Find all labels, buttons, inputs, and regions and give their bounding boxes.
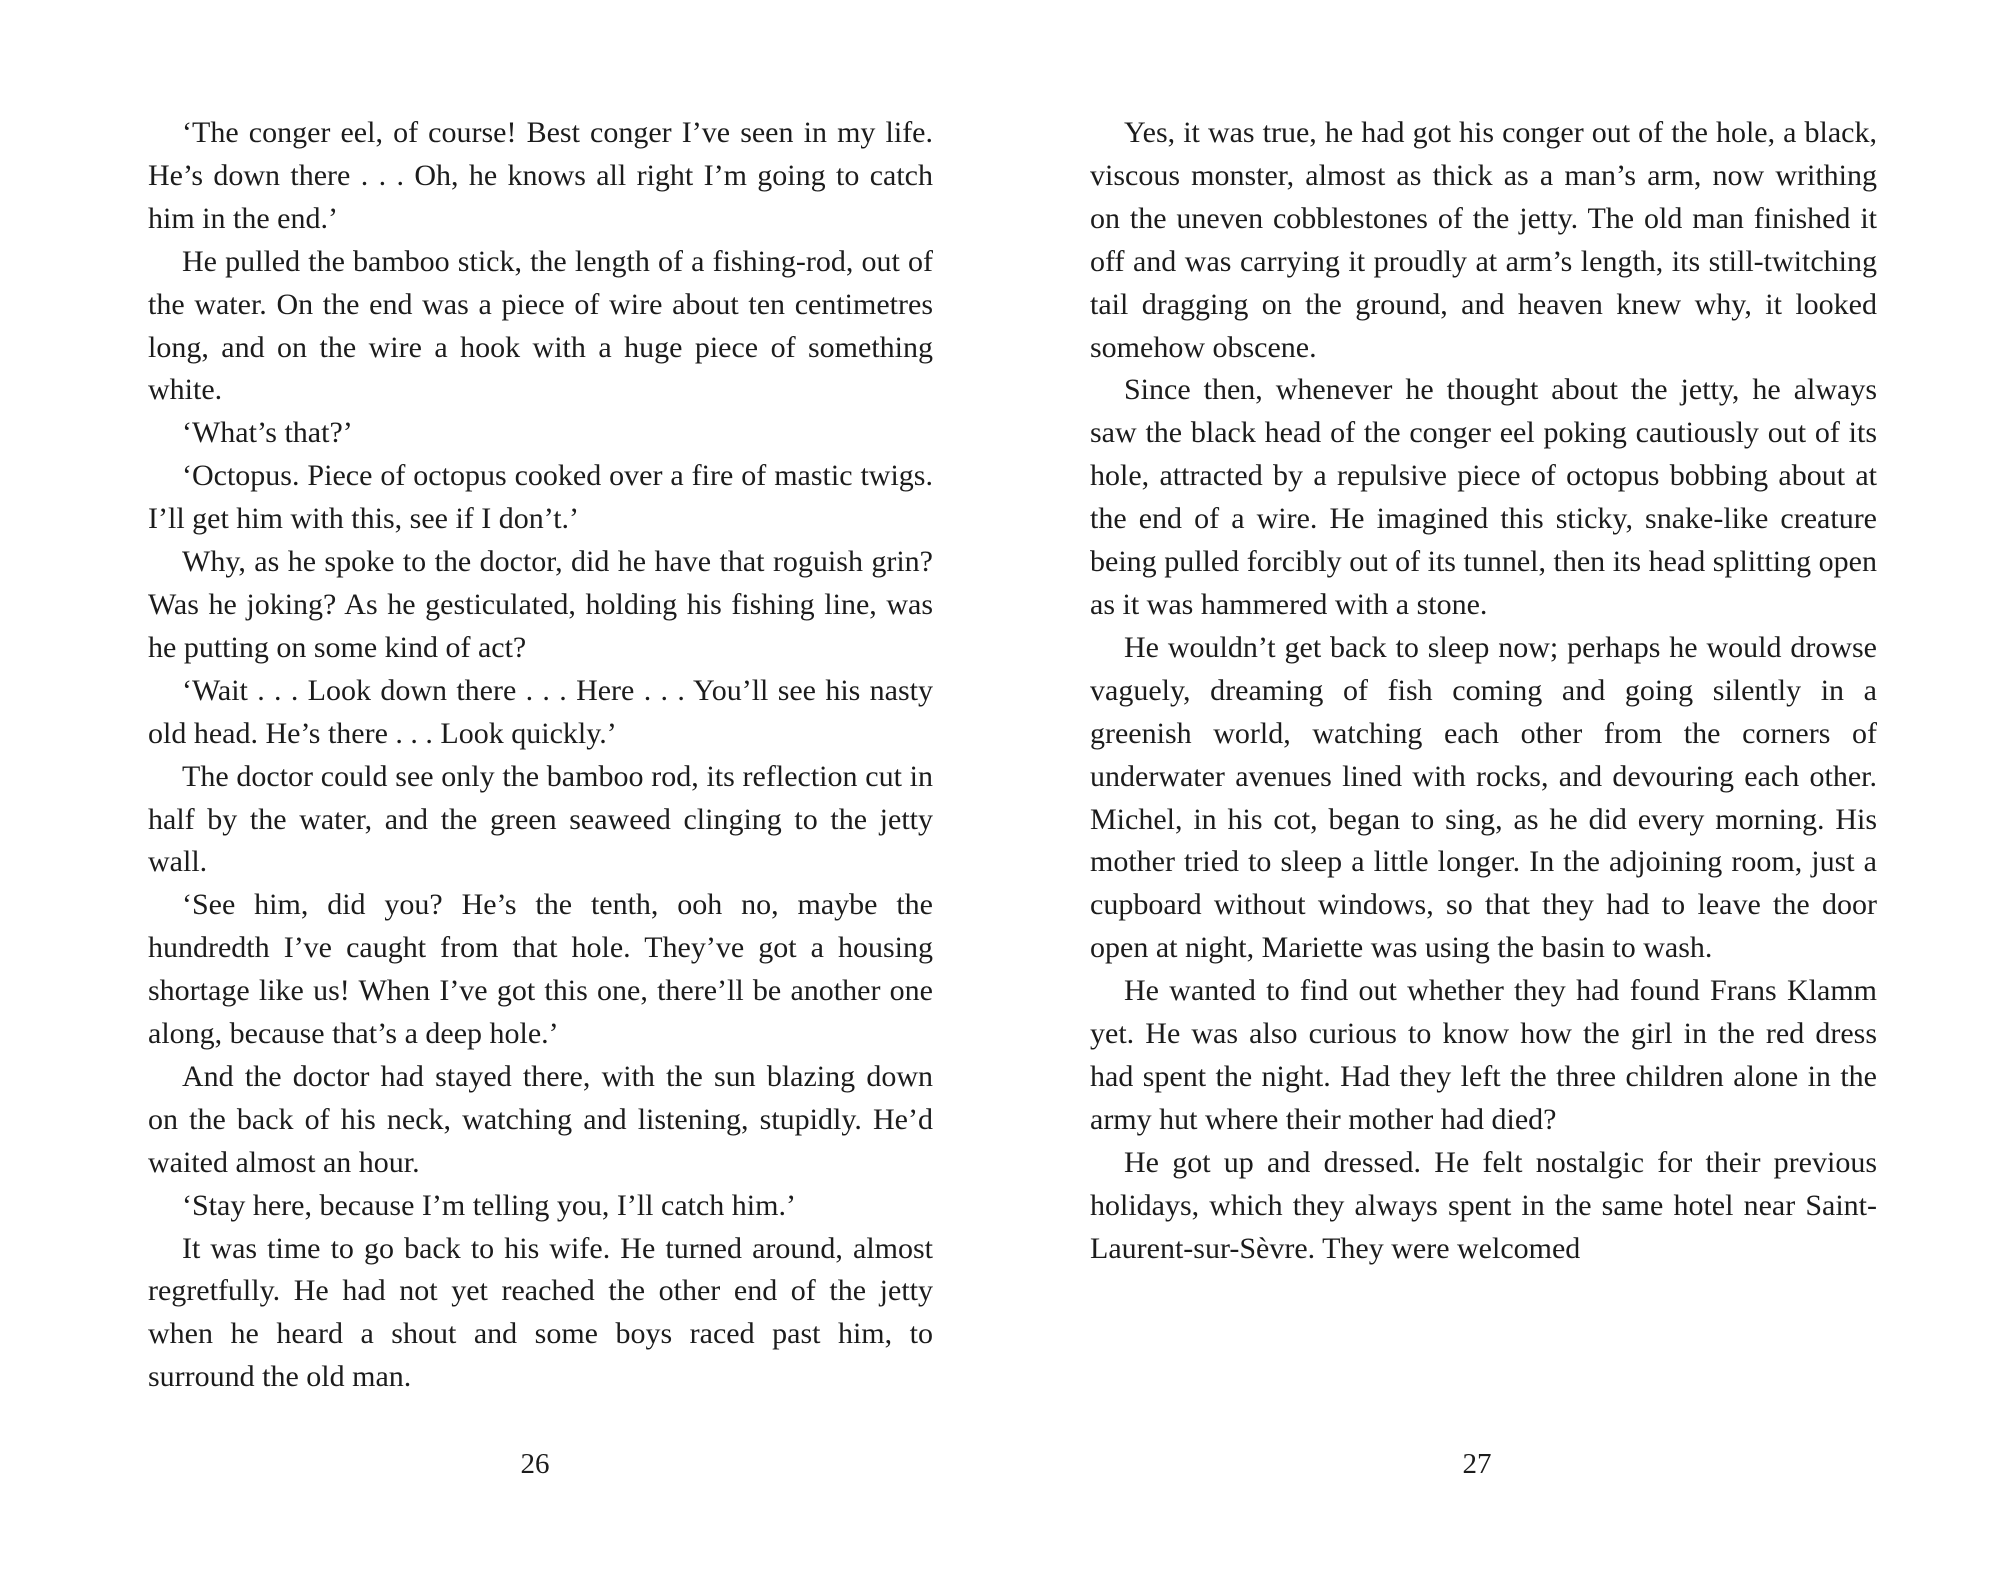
paragraph: He wanted to find out whether they had found Frans Klamm yet. He was also curious to know how the girl in the red dress had spent the night. Had they left the three children alone in the army hut where their mother had died? (1090, 974, 1877, 1136)
left-page-text (148, 112, 933, 1399)
paragraph: It was time to go back to his wife. He turned around, almost regretfully. He had not yet reached the other end of the jetty when he heard a shout and some boys raced past him, to surround the old man. (148, 1231, 933, 1394)
paragraph: ‘The conger eel, of course! Best conger I’ve seen in my life. He’s down there . . . Oh, he knows all right I’m going to catch him in the end.’ (148, 116, 933, 235)
paragraph: ‘Wait . . . Look down there . . . Here . . . You’ll see his nasty old head. He’s there . . . Look quickly.’ (148, 673, 933, 750)
paragraph: Why, as he spoke to the doctor, did he have that roguish grin? Was he joking? As he gesticulated, holding his fishing line, was he putting on some kind of act? (148, 545, 933, 664)
right-page-text (1090, 112, 1877, 1270)
paragraph: Yes, it was true, he had got his conger out of the hole, a black, viscous monster, almost as thick as a man’s arm, now writhing on the uneven cobblestones of the jetty. The old man finished it off and was carrying it proudly at arm’s length, its still-twitching tail dragging on the ground, and heaven knew why, it looked somehow obscene. (1090, 116, 1877, 364)
paragraph: The doctor could see only the bamboo rod, its reflection cut in half by the water, and the green seaweed clinging to the jetty wall. (148, 759, 933, 879)
paragraph: Since then, whenever he thought about the jetty, he always saw the black head of the conger eel poking cautiously out of its hole, attracted by a repulsive piece of octopus bobbing about at the end of a wire. He imagined this sticky, snake-like creature being pulled forcibly out of its tunnel, then its head splitting open as it was hammered with a stone. (1090, 373, 1877, 621)
paragraph: ‘What’s that?’ (182, 416, 353, 450)
paragraph: ‘Octopus. Piece of octopus cooked over a fire of mastic twigs. I’ll get him with this, see if I don’t.’ (148, 459, 933, 536)
page-number-right: 27 (1462, 1448, 1492, 1480)
paragraph: He pulled the bamboo stick, the length of a fishing-rod, out of the water. On the end was a piece of wire about ten centimetres long, and on the wire a hook with a huge piece of something white. (148, 244, 933, 407)
paragraph: ‘Stay here, because I’m telling you, I’ll catch him.’ (182, 1188, 796, 1222)
paragraph: ‘See him, did you? He’s the tenth, ooh no, maybe the hundredth I’ve caught from that hole. They’ve got a housing shortage like us! When I’ve got this one, there’ll be another one along, because that’s a deep hole.’ (148, 888, 933, 1051)
paragraph: He got up and dressed. He felt nostalgic for their previous holidays, which they always spent in the same hotel near Saint-Laurent-sur-Sèvre. They were welcomed (1090, 1145, 1877, 1265)
paragraph: He wouldn’t get back to sleep now; perhaps he would drowse vaguely, dreaming of fish coming and going silently in a greenish world, watching each other from the corners of underwater avenues lined with rocks, and devouring each other. Michel, in his cot, began to sing, as he did every morning. His mother tried to sleep a little longer. In the adjoining room, just a cupboard without windows, so that they had to leave the door open at night, Mariette was using the basin to wash. (1090, 630, 1877, 965)
page-number-left: 26 (520, 1448, 550, 1480)
paragraph: And the doctor had stayed there, with the sun blazing down on the back of his neck, watching and listening, stupidly. He’d waited almost an hour. (148, 1059, 933, 1179)
